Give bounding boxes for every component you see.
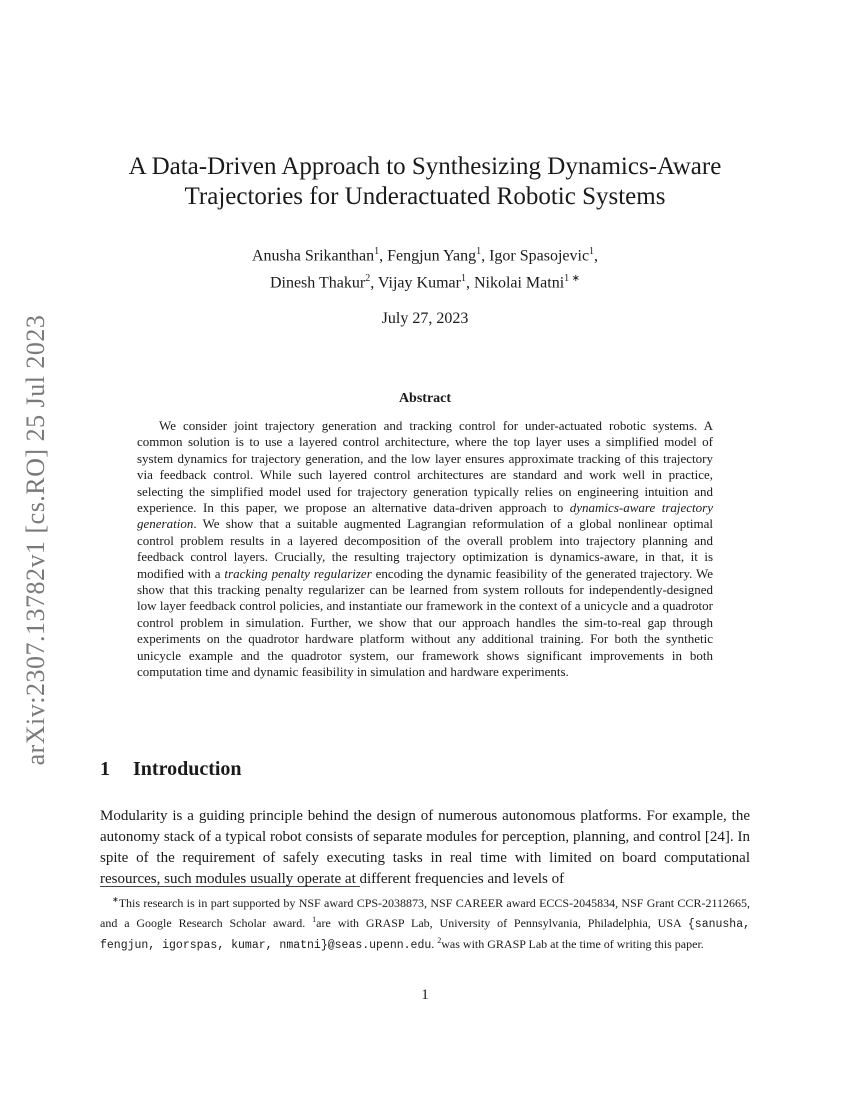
- author-name: Dinesh Thakur: [269, 274, 366, 292]
- affiliation-mark: 1: [589, 246, 595, 257]
- footnote-rule: [100, 886, 360, 887]
- abstract-text: encoding the dynamic feasibility of the generated trajectory. We show that this tracking penalty regularizer can be learned from system rollouts for independently-designed low layer feedback control policies, and instantiate our framework in the context of a unicycle and a quadrotor control problem in simulation. Further, we show that our approach handles the sim-to-real gap through experiments on the quadrotor hardware platform without any additional training. For both the synthetic unicycle example and the quadrotor system, our framework shows significant improvements in both computation time and dynamic feasibility in simulation and hardware experiments.: [137, 565, 714, 680]
- publication-date: July 27, 2023: [381, 310, 469, 327]
- author-name: Vijay Kumar: [377, 274, 461, 292]
- section-heading: [100, 758, 242, 781]
- title-line-2: Trajectories for Underactuated Robotic Systems: [184, 183, 666, 210]
- title-line-1: A Data-Driven Approach to Synthesizing Dynamics-Aware: [128, 153, 722, 180]
- abstract-emphasis: dynamics-aware trajectory generation: [137, 500, 714, 532]
- author-emails: {sanusha, fengjun, igorspas, kumar, nmatni}@seas.upenn.edu: [100, 917, 751, 952]
- author-name: Igor Spasojevic: [489, 247, 590, 265]
- affiliation-mark: 1: [460, 273, 466, 285]
- footnote-text: are with GRASP Lab, University of Pennsylvania, Philadelphia, USA: [316, 915, 682, 930]
- section-number: 1: [100, 758, 110, 780]
- footnote-text: This research is in part supported by NSF award CPS-2038873, NSF CAREER award ECCS-2045834, NSF Grant CCR-2112665, and a Google Research Scholar award.: [100, 896, 750, 930]
- intro-paragraph: Modularity is a guiding principle behind the design of numerous autonomous platforms. For example, the autonomy stack of a typical robot consists of separate modules for perception, planning, and control [24]. In spite of the requirement of safely executing tasks in real time with limited on board computational resources, such modules usually operate at different frequencies and levels of: [100, 808, 750, 887]
- author-list: [100, 240, 750, 295]
- section-title: Introduction: [133, 758, 242, 780]
- abstract-text: We consider joint trajectory generation and tracking control for under-actuated robotic systems. A common solution is to use a layered control architecture, where the top layer uses a simplified model of system dynamics for trajectory generation, and the low layer ensures approximate tracking of this trajectory via feedback control. While such layered control architectures are standard and work well in practice, selecting the simplified model used for trajectory generation typically relies on engineering intuition and experience. In this paper, we propose an alternative data-driven approach to: [137, 418, 713, 516]
- affiliation-mark: 2: [365, 273, 371, 285]
- abstract-emphasis: tracking penalty regularizer: [224, 565, 372, 581]
- arxiv-identifier: arXiv:2307.13782v1 [cs.RO] 25 Jul 2023: [21, 314, 50, 766]
- author-line-1: Anusha Srikanthan$^1$, Fengjun Yang$^1$, Igor Spasojevic$^1$,: [251, 246, 599, 265]
- affiliation-mark: 1: [374, 246, 380, 257]
- page-number: 1: [421, 987, 429, 1003]
- abstract-text: . We show that a suitable augmented Lagrangian reformulation of a global nonlinear optimal control problem results in a layered decomposition of the overall problem into trajectory planning and feedback control layers. Crucially, the resulting trajectory optimization is dynamics-aware, in that, it is modified with a: [137, 516, 713, 581]
- arxiv-identifier-sidebar: [14, 300, 58, 780]
- paper-title: [100, 152, 750, 212]
- author-line-2: Dinesh Thakur$^2$, Vijay Kumar$^1$, Nikolai Matni$^{1 ∗}$: [269, 273, 581, 292]
- author-name: Fengjun Yang: [387, 247, 477, 265]
- footnote-mark: ∗: [112, 895, 119, 904]
- affiliation-mark: 1: [476, 246, 482, 257]
- affiliation-mark: 1 ∗: [564, 273, 581, 285]
- footnote: [100, 892, 750, 955]
- abstract-heading: Abstract: [398, 391, 452, 406]
- footnote-mark: 2: [437, 936, 442, 945]
- author-name: Anusha Srikanthan: [251, 247, 375, 265]
- footnote-text: .: [431, 937, 435, 951]
- footnote-text: was with GRASP Lab at the time of writing this paper.: [441, 937, 704, 951]
- footnote-mark: 1: [312, 914, 317, 924]
- author-name: Nikolai Matni: [473, 274, 565, 292]
- abstract-body: [137, 418, 713, 681]
